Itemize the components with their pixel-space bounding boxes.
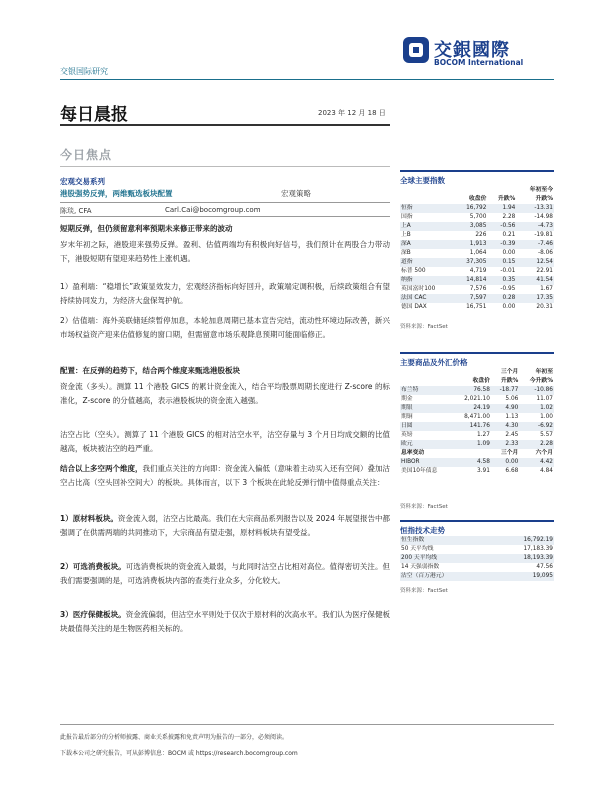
- indices-cell-chg: 1.94: [487, 204, 516, 213]
- indices-cell-chg: -0.01: [500, 268, 516, 274]
- indices-row: [400, 267, 554, 276]
- paragraph-2: 1）盈利端：“稳增长”政策显效发力，宏观经济指标向好回升，政策端定调积极，后续政策组合有望持续协同发力，为经济大盘保驾护航。: [60, 282, 390, 305]
- commodities-cell-close: 141.76: [453, 422, 491, 431]
- report-date: 2023 年 12 月 18 日: [318, 109, 386, 117]
- tech-cell-value: 47.56: [536, 564, 553, 570]
- paragraph-9-text: 可选消费板块的资金流入最弱，与此同时沽空占比相对高位。值得密切关注。但我们需要强调的是，可选消费板块内部的查类行业众多，分化较大。: [60, 562, 391, 585]
- tech-table: [400, 536, 554, 581]
- indices-cell-name: 深A: [400, 240, 454, 249]
- tech-cell-value: 17,183.39: [523, 546, 553, 552]
- indices-cell-ytd: 41.54: [516, 276, 554, 285]
- tech-row: [400, 572, 554, 581]
- indices-cell-name: 上A: [400, 222, 454, 231]
- footer-divider: [60, 724, 554, 725]
- commodities-cell-chg: -18.77: [491, 386, 519, 395]
- logo-cn: 交銀國際: [434, 40, 510, 61]
- rates-cell-chg: 6.68: [505, 468, 519, 474]
- indices-row: [400, 213, 554, 222]
- tech-title: 恒指技术走势: [400, 520, 554, 536]
- commodities-col-top1: 三个月: [500, 369, 519, 375]
- rates-header-3m: 三个月: [500, 450, 519, 456]
- indices-cell-name: 恒指: [400, 204, 454, 213]
- indices-cell-chg: 0.35: [487, 276, 516, 285]
- commodities-cell-ytd: 5.57: [540, 432, 553, 438]
- commodities-cell-name: 期银: [400, 404, 453, 413]
- rates-row: [400, 467, 554, 476]
- commodities-header-chg: 升跌%: [500, 378, 519, 384]
- indices-cell-ytd: 22.91: [536, 268, 553, 274]
- paragraph-7: [60, 462, 390, 490]
- author-email[interactable]: Carl.Cai@bocomgroup.com: [165, 206, 261, 214]
- paragraph-8-lead: 1）原材料板块。: [60, 514, 118, 523]
- commodities-row: [400, 386, 554, 395]
- article-category: 宏观策略: [281, 189, 311, 198]
- brand-label: 交银国际研究: [60, 67, 108, 76]
- indices-cell-name: 道指: [400, 258, 454, 267]
- indices-cell-close: 14,814: [454, 276, 487, 285]
- indices-cell-name: 标普 500: [401, 268, 426, 274]
- indices-cell-ytd: 12.54: [516, 258, 554, 267]
- tech-row: [400, 536, 554, 545]
- footer-download: 下载本公司之研究报告，可从彭博信息：BOCM 或 https://research.bocomgroup.com: [60, 750, 298, 757]
- indices-cell-name: 英国富时100: [401, 286, 436, 292]
- commodities-cell-ytd: -10.86: [519, 386, 554, 395]
- indices-cell-ytd: -14.98: [534, 214, 553, 220]
- commodities-cell-close: 2,021.10: [464, 396, 490, 402]
- commodities-cell-close: 1.09: [453, 440, 491, 449]
- paragraph-9-lead: 2）可选消费板块。: [60, 562, 126, 571]
- paragraph-4: 配置：在反弹的趋势下，结合两个维度来甄选港股板块: [60, 366, 240, 375]
- commodities-row: [400, 422, 554, 431]
- indices-cell-close: 1,913: [454, 240, 487, 249]
- page-title: 每日晨报: [60, 105, 128, 125]
- indices-cell-ytd: 20.31: [536, 304, 553, 310]
- indices-cell-chg: 0.21: [502, 232, 516, 238]
- indices-header-chg: 升跌%: [497, 196, 516, 202]
- indices-cell-ytd: -8.06: [538, 250, 553, 256]
- commodities-cell-close: 76.58: [453, 386, 491, 395]
- indices-cell-chg: 0.15: [487, 258, 516, 267]
- commodities-cell-ytd: 1.00: [540, 414, 553, 420]
- indices-source: 资料来源：FactSet: [400, 324, 448, 330]
- indices-cell-name: 国指: [401, 214, 413, 220]
- headline: 短期反弹，但仍须留意利率预期未来修正带来的波动: [60, 224, 233, 233]
- commodities-header-close: 收盘价: [472, 378, 490, 384]
- commodities-source: 资料来源：FactSet: [400, 504, 448, 510]
- indices-cell-close: 16,792: [454, 204, 487, 213]
- tech-source: 资料来源：FactSet: [400, 588, 448, 594]
- commodities-cell-chg: 5.06: [505, 396, 519, 402]
- tech-cell-value: 16,792.19: [493, 536, 554, 545]
- indices-cell-name: 上B: [401, 232, 411, 238]
- commodities-cell-name: 英镑: [401, 432, 413, 438]
- tech-cell-value: 18,193.39: [493, 554, 554, 563]
- indices-cell-chg: -0.39: [487, 240, 516, 249]
- indices-cell-name: 深B: [401, 250, 411, 256]
- indices-row: [400, 276, 554, 285]
- indices-col-top: 年初至今: [529, 187, 553, 193]
- indices-cell-close: 226: [475, 232, 487, 238]
- commodities-cell-ytd: -6.92: [519, 422, 554, 431]
- indices-cell-close: 7,597: [454, 294, 487, 303]
- commodities-header-ytd: 今升跌%: [529, 378, 553, 384]
- commodities-cell-close: 1.27: [477, 432, 490, 438]
- indices-cell-ytd: -19.81: [534, 232, 553, 238]
- author-name: 陈琰, CFA: [60, 207, 92, 215]
- indices-cell-ytd: 1.67: [540, 286, 553, 292]
- commodities-cell-ytd: 2.28: [519, 440, 554, 449]
- focus-divider: [60, 166, 390, 167]
- indices-header-ytd: 升跌%: [535, 196, 553, 202]
- indices-cell-ytd: -13.31: [516, 204, 554, 213]
- tech-cell-name: 沽空（百万港元）: [400, 572, 493, 581]
- indices-row: [400, 240, 554, 249]
- tech-cell-name: 50 天平均线: [401, 546, 434, 552]
- indices-title: 全球主要指数: [400, 170, 554, 186]
- rates-header-6m: 六个月: [535, 450, 553, 456]
- paragraph-5: 资金流（多头）。测算 11 个港股 GICS 的累计资金流入，结合平均股票周期长度进行 Z-score 的标准化，Z-score 的分值越高，表示港股板块的资金流入越强。: [60, 382, 390, 405]
- rates-header-label: 息率变动: [401, 450, 425, 456]
- indices-cell-name: 德国 DAX: [401, 304, 427, 310]
- commodities-cell-close: 24.19: [453, 404, 491, 413]
- paragraph-8-text: 资金流入弱，沽空占比最高。我们在大宗商品系列报告以及 2024 年展望报告中都强调了在供需两端的共同推动下，大宗商品有望走强，原材料板块有望受益。: [60, 514, 391, 537]
- indices-cell-chg: 0.00: [502, 250, 516, 256]
- indices-row: [400, 222, 554, 231]
- indices-row: [400, 231, 554, 240]
- commodities-title: 主要商品及外汇价格: [400, 352, 554, 368]
- article-subtitle: 港股强势反弹，两维甄选板块配置: [60, 189, 173, 198]
- rates-cell-close: 3.91: [477, 468, 490, 474]
- indices-header-close: 收盘价: [469, 196, 487, 202]
- paragraph-7-lead: 结合以上多空两个维度，: [60, 464, 143, 473]
- series-title: 宏观交易系列: [60, 177, 105, 186]
- tech-cell-name: 200 天平均线: [400, 554, 493, 563]
- paragraph-9: [60, 560, 390, 588]
- commodities-cell-ytd: 11.07: [536, 396, 553, 402]
- commodities-cell-chg: 4.90: [491, 404, 519, 413]
- rates-cell-close: 4.58: [453, 458, 491, 467]
- commodities-cell-chg: 1.13: [505, 414, 519, 420]
- commodities-table: [400, 368, 554, 476]
- paragraph-10-text: 资金流偏弱，但沽空水平则处于仅次于原材料的次高水平。我们认为医疗保健板块最值得关注的是生物医药相关标的。: [60, 610, 391, 633]
- commodities-cell-close: 8,471.00: [464, 414, 490, 420]
- indices-cell-close: 1,064: [469, 250, 487, 256]
- commodities-cell-chg: 2.45: [505, 432, 519, 438]
- tech-row: [400, 563, 554, 572]
- paragraph-6: 沽空占比（空头）。测算了 11 个港股 GICS 的相对沽空水平，沽空存量与 3 个月日均成交额的比值越高，板块被沽空的趋严重。: [60, 430, 390, 453]
- rates-cell-ytd: 4.42: [519, 458, 554, 467]
- commodities-cell-name: 日圆: [400, 422, 453, 431]
- commodities-cell-name: 期金: [401, 396, 413, 402]
- tech-row: [400, 554, 554, 563]
- rates-cell-ytd: 4.84: [540, 468, 553, 474]
- commodities-cell-name: 布兰特: [400, 386, 453, 395]
- indices-cell-close: 37,305: [454, 258, 487, 267]
- paragraph-10: [60, 608, 390, 636]
- logo-en: BOCOM International: [434, 58, 524, 67]
- footer-disclaimer: 此报告最后部分的分析师披露、商业关系披露和免责声明为报告的一部分，必须阅读。: [60, 734, 289, 741]
- indices-row: [400, 249, 554, 258]
- commodities-cell-chg: 4.30: [491, 422, 519, 431]
- indices-cell-chg: -0.56: [487, 222, 516, 231]
- paragraph-8: [60, 512, 390, 540]
- indices-cell-close: 7,576: [469, 286, 487, 292]
- bocom-logo-icon: [402, 36, 430, 64]
- commodities-cell-name: 欧元: [400, 440, 453, 449]
- commodities-row: [400, 413, 554, 422]
- title-divider: [60, 124, 390, 126]
- tech-cell-name: 恒生指数: [400, 536, 493, 545]
- indices-cell-ytd: 17.35: [516, 294, 554, 303]
- indices-cell-name: 法国 CAC: [400, 294, 454, 303]
- indices-row: [400, 258, 554, 267]
- indices-cell-chg: 0.00: [502, 304, 516, 310]
- rates-cell-name: 美国10年债息: [401, 468, 438, 474]
- indices-table: [400, 186, 554, 312]
- indices-cell-chg: -0.95: [500, 286, 516, 292]
- indices-cell-close: 3,085: [454, 222, 487, 231]
- commodities-row: [400, 431, 554, 440]
- tech-row: [400, 545, 554, 554]
- commodities-cell-name: 期铜: [401, 414, 413, 420]
- section-focus: 今日焦点: [60, 148, 113, 162]
- commodities-cell-chg: 2.33: [491, 440, 519, 449]
- indices-cell-close: 16,751: [466, 304, 487, 310]
- commodities-row: [400, 404, 554, 413]
- commodities-row: [400, 395, 554, 404]
- indices-cell-chg: 2.28: [502, 214, 516, 220]
- indices-cell-close: 5,700: [469, 214, 487, 220]
- indices-row: [400, 285, 554, 294]
- indices-row: [400, 294, 554, 303]
- indices-cell-close: 4,719: [469, 268, 487, 274]
- indices-row: [400, 303, 554, 312]
- commodities-cell-ytd: 1.02: [519, 404, 554, 413]
- byline-divider-bottom: [60, 216, 390, 217]
- indices-cell-name: 纳指: [400, 276, 454, 285]
- tech-cell-value: 19,095: [493, 572, 554, 581]
- tech-cell-name: 14 天强弱指数: [401, 564, 440, 570]
- header-divider: [60, 79, 554, 80]
- commodities-col-top2: 年初至: [535, 369, 553, 375]
- rates-row: [400, 458, 554, 467]
- commodities-row: [400, 440, 554, 449]
- rates-cell-name: HIBOR: [400, 458, 453, 467]
- indices-cell-ytd: -7.46: [516, 240, 554, 249]
- indices-cell-ytd: -4.73: [516, 222, 554, 231]
- paragraph-1: 岁末年初之际，港股迎来强势反弹。盈利、估值两端均有积极向好信号，我们预计在两股合力带动下，港股短期有望迎来趋势性上涨机遇。: [60, 240, 390, 263]
- paragraph-10-lead: 3）医疗保健板块。: [60, 610, 126, 619]
- indices-row: [400, 204, 554, 213]
- paragraph-3: 2）估值端：海外美联储延续暂停加息，本轮加息周期已基本宣告完结，流动性环境边际改善，新兴市场权益资产迎来估值修复的窗口期，但需留意市场乐观降息预期可能面临修正。: [60, 316, 390, 339]
- paragraph-7-text: 我们重点关注的方向即：资金流入偏低（意味着主动买入还有空间）叠加沽空占比高（空头回补空间大）的板块。具体而言，以下 3 个板块在此轮反弹行情中值得重点关注：: [60, 464, 390, 487]
- rates-cell-chg: 0.00: [491, 458, 519, 467]
- indices-cell-chg: 0.28: [487, 294, 516, 303]
- byline-divider-top: [60, 202, 390, 203]
